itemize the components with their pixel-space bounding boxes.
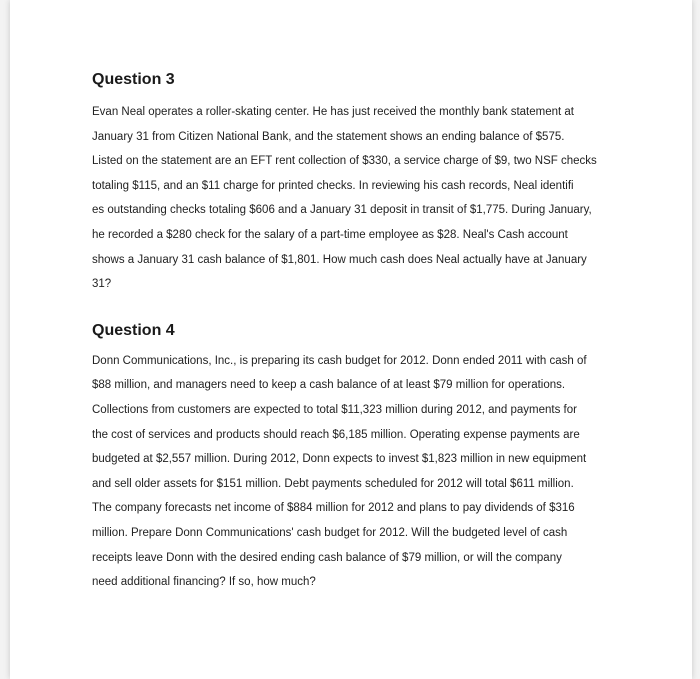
text-line: receipts leave Donn with the desired ending cash balance of $79 million, or will the company (92, 551, 562, 564)
question-4-text (92, 349, 632, 595)
text-line: Collections from customers are expected to total $11,323 million during 2012, and payments for (92, 403, 577, 416)
text-line: million. Prepare Donn Communications' cash budget for 2012. Will the budgeted level of cash (92, 526, 568, 539)
document-content (92, 68, 632, 595)
text-line: Listed on the statement are an EFT rent collection of $330, a service charge of $9, two NSF checks (92, 155, 597, 168)
text-line: the cost of services and products should reach $6,185 million. Operating expense payments are (92, 428, 580, 441)
question-3-text (92, 100, 632, 297)
text-line: Donn Communications, Inc., is preparing its cash budget for 2012. Donn ended 2011 with cash of (92, 354, 587, 367)
text-line: The company forecasts net income of $884 million for 2012 and plans to pay dividends of $316 (92, 502, 575, 515)
question-3-section (92, 68, 632, 297)
question-3-title: Question 3 (92, 71, 175, 88)
text-line: and sell older assets for $151 million. Debt payments scheduled for 2012 will total $611 million. (92, 477, 574, 490)
text-line: totaling $115, and an $11 charge for printed checks. In reviewing his cash records, Neal identifi (92, 179, 574, 192)
text-line: 31? (92, 278, 112, 291)
text-line: January 31 from Citizen National Bank, and the statement shows an ending balance of $575. (92, 130, 565, 143)
text-line: he recorded a $280 check for the salary of a part-time employee as $28. Neal's Cash account (92, 228, 568, 241)
question-4-section (92, 319, 632, 595)
text-line: budgeted at $2,557 million. During 2012, Donn expects to invest $1,823 million in new equipment (92, 453, 587, 466)
text-line: shows a January 31 cash balance of $1,801. How much cash does Neal actually have at January (92, 253, 587, 266)
text-line: $88 million, and managers need to keep a cash balance of at least $79 million for operations. (92, 379, 566, 392)
text-line: Evan Neal operates a roller-skating center. He has just received the monthly bank statement at (92, 106, 574, 118)
question-4-title: Question 4 (92, 321, 175, 339)
text-line: need additional financing? If so, how much? (92, 576, 316, 589)
text-line: es outstanding checks totaling $606 and a January 31 deposit in transit of $1,775. During January, (92, 204, 592, 217)
document-page (10, 0, 692, 679)
